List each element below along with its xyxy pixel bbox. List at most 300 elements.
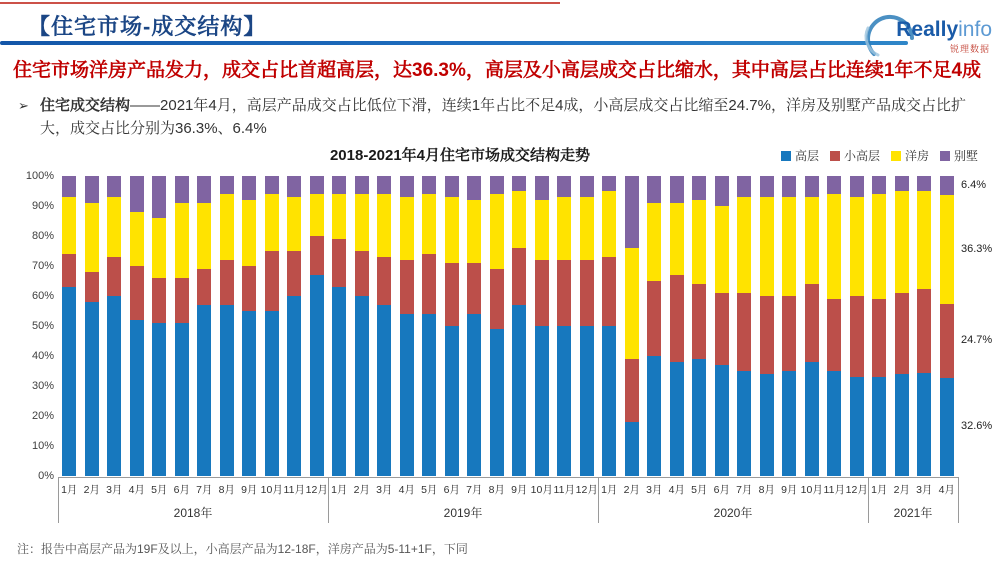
chart-title: 2018-2021年4月住宅市场成交结构走势 [329, 147, 591, 164]
bar-segment [670, 203, 684, 275]
y-axis-tick-label: 0% [38, 470, 54, 482]
bar-slot [756, 176, 779, 476]
bar-segment [940, 304, 954, 378]
bar-slot [396, 176, 419, 476]
bar-slot [238, 176, 261, 476]
month-label: 4月 [938, 484, 955, 496]
stacked-bar [692, 176, 706, 476]
legend-item [940, 147, 978, 164]
month-label: 6月 [713, 484, 730, 496]
bar-segment [422, 254, 436, 314]
month-label: 9月 [781, 484, 798, 496]
y-axis-tick-label: 80% [31, 230, 54, 242]
bar-segment [377, 257, 391, 305]
bar-segment [400, 314, 414, 476]
month-label: 1月 [871, 484, 888, 496]
bullet-body [18, 94, 978, 140]
bar-segment [760, 176, 774, 197]
bar-segment [130, 176, 144, 212]
bar-segment [625, 359, 639, 422]
month-label: 1月 [61, 484, 78, 496]
legend-swatch [781, 151, 791, 161]
bar-segment [940, 378, 954, 476]
bar-slot [328, 176, 351, 476]
bar-slot [891, 176, 914, 476]
bar-segment [107, 197, 121, 257]
bar-segment [782, 371, 796, 476]
bar-segment [872, 377, 886, 476]
stacked-bar [490, 176, 504, 476]
bar-segment [62, 254, 76, 287]
stacked-bars [58, 176, 958, 476]
month-label: 5月 [691, 484, 708, 496]
reallyinfo-logo [866, 10, 992, 58]
bar-segment [242, 311, 256, 476]
bar-segment [175, 176, 189, 203]
bar-segment [175, 203, 189, 278]
month-label: 12月 [845, 484, 868, 496]
stacked-bar [130, 176, 144, 476]
header-divider [0, 41, 908, 45]
summary-bullet [18, 94, 978, 140]
month-label: 7月 [196, 484, 213, 496]
bar-segment [197, 269, 211, 305]
bar-segment [490, 329, 504, 476]
bar-slot [193, 176, 216, 476]
end-data-label: 32.6% [961, 420, 993, 433]
stacked-bar [355, 176, 369, 476]
y-axis-tick-label: 100% [25, 170, 54, 182]
stacked-bar [557, 176, 571, 476]
bar-segment [917, 373, 931, 477]
bar-slot [666, 176, 689, 476]
logo-text-primary: Really [896, 18, 959, 41]
bar-segment [197, 203, 211, 269]
legend-label: 别墅 [953, 149, 978, 163]
bar-segment [445, 326, 459, 476]
bullet-text: ——2021年4月，高层产品成交占比低位下滑，连续1年占比不足4成，小高层成交占比缩至24.7%，洋房及别墅产品成交占比扩大，成交占比分别为36.3%、6.4% [40, 97, 966, 137]
bar-segment [580, 197, 594, 260]
bar-slot [418, 176, 441, 476]
bar-segment [805, 176, 819, 197]
month-label: 4月 [128, 484, 145, 496]
bar-segment [400, 197, 414, 260]
bar-segment [220, 176, 234, 194]
bar-segment [512, 305, 526, 476]
month-label: 11月 [553, 484, 575, 496]
y-axis-tick-label: 70% [31, 260, 54, 272]
stacked-bar [422, 176, 436, 476]
y-axis-tick-label: 20% [31, 410, 54, 422]
bar-segment [377, 176, 391, 194]
bar-segment [670, 176, 684, 203]
bar-segment [782, 197, 796, 296]
bar-segment [422, 314, 436, 476]
bar-slot [261, 176, 284, 476]
bar-segment [625, 422, 639, 476]
month-label: 10月 [530, 484, 553, 496]
bar-segment [355, 194, 369, 251]
bar-segment [557, 176, 571, 197]
month-label: 2月 [893, 484, 910, 496]
bar-segment [220, 305, 234, 476]
bar-segment [422, 194, 436, 254]
bar-segment [265, 251, 279, 311]
bar-segment [175, 278, 189, 323]
stacked-bar [445, 176, 459, 476]
stacked-bar [220, 176, 234, 476]
bar-segment [332, 194, 346, 239]
bar-segment [535, 176, 549, 200]
bar-segment [467, 176, 481, 200]
bar-segment [287, 296, 301, 476]
month-label: 6月 [443, 484, 460, 496]
bar-slot [81, 176, 104, 476]
stacked-bar [940, 176, 954, 476]
bar-slot [531, 176, 554, 476]
month-label: 4月 [668, 484, 685, 496]
bar-slot [283, 176, 306, 476]
bar-segment [782, 176, 796, 197]
stacked-bar [760, 176, 774, 476]
end-data-label: 36.3% [961, 242, 993, 255]
bar-segment [310, 176, 324, 194]
bar-segment [850, 377, 864, 476]
month-label: 12月 [575, 484, 598, 496]
stacked-bar [850, 176, 864, 476]
bar-segment [940, 176, 954, 195]
stacked-bar [107, 176, 121, 476]
bar-slot [508, 176, 531, 476]
end-data-label: 6.4% [961, 178, 987, 191]
bar-slot [306, 176, 329, 476]
bar-segment [265, 176, 279, 194]
bar-slot [801, 176, 824, 476]
legend-item [891, 147, 929, 164]
bar-slot [126, 176, 149, 476]
month-label: 3月 [376, 484, 393, 496]
stacked-bar [580, 176, 594, 476]
bar-segment [62, 197, 76, 254]
bar-segment [265, 311, 279, 476]
bar-slot [58, 176, 81, 476]
bar-segment [602, 257, 616, 326]
y-axis-tick-label: 40% [31, 350, 54, 362]
stacked-bar [265, 176, 279, 476]
bar-segment [377, 194, 391, 257]
bar-segment [715, 293, 729, 365]
y-axis-tick-label: 30% [31, 380, 54, 392]
bar-slot [913, 176, 936, 476]
bar-segment [310, 275, 324, 476]
bar-segment [85, 176, 99, 203]
bar-slot [171, 176, 194, 476]
bullet-arrow-icon: ➢ [18, 98, 29, 113]
bar-slot [621, 176, 644, 476]
bar-slot [868, 176, 891, 476]
stacked-bar [917, 176, 931, 476]
month-label: 8月 [758, 484, 775, 496]
legend-swatch [891, 151, 901, 161]
stacked-bar [242, 176, 256, 476]
bar-segment [242, 176, 256, 200]
bar-slot [373, 176, 396, 476]
bar-segment [175, 323, 189, 476]
bar-slot [846, 176, 869, 476]
bar-segment [445, 197, 459, 263]
bar-segment [827, 194, 841, 299]
bar-slot [598, 176, 621, 476]
bar-segment [287, 197, 301, 251]
bar-segment [715, 365, 729, 476]
bar-segment [107, 176, 121, 197]
bar-segment [287, 251, 301, 296]
month-label: 2月 [83, 484, 100, 496]
bar-segment [850, 197, 864, 296]
bar-segment [647, 281, 661, 356]
month-label: 9月 [511, 484, 528, 496]
bar-segment [355, 296, 369, 476]
y-axis-tick-label: 90% [31, 200, 54, 212]
bar-segment [220, 260, 234, 305]
bar-segment [355, 176, 369, 194]
bar-segment [692, 200, 706, 284]
bar-segment [535, 260, 549, 326]
month-label: 10月 [260, 484, 283, 496]
stacked-bar [467, 176, 481, 476]
bar-segment [557, 197, 571, 260]
bar-segment [242, 266, 256, 311]
footnote: 注：报告中高层产品为19F及以上，小高层产品为12-18F，洋房产品为5-11+1F，下同 [17, 542, 468, 556]
bar-segment [647, 176, 661, 203]
month-label: 8月 [488, 484, 505, 496]
bar-segment [557, 326, 571, 476]
bar-segment [85, 203, 99, 272]
month-label: 12月 [305, 484, 328, 496]
bar-segment [62, 176, 76, 197]
bar-segment [827, 371, 841, 476]
bar-segment [895, 293, 909, 374]
bar-segment [737, 371, 751, 476]
month-label: 3月 [916, 484, 933, 496]
bar-segment [287, 176, 301, 197]
legend-item [781, 147, 819, 164]
bar-slot [351, 176, 374, 476]
bar-segment [805, 284, 819, 362]
bar-slot [778, 176, 801, 476]
bar-segment [445, 176, 459, 197]
bar-segment [62, 287, 76, 476]
bar-slot [103, 176, 126, 476]
logo-wordmark [896, 18, 992, 42]
month-label: 2月 [353, 484, 370, 496]
bar-segment [332, 176, 346, 194]
bar-segment [805, 362, 819, 476]
month-label: 7月 [736, 484, 753, 496]
bar-segment [872, 176, 886, 194]
bar-segment [760, 374, 774, 476]
stacked-bar [175, 176, 189, 476]
bar-segment [647, 356, 661, 476]
y-axis-tick-label: 60% [31, 290, 54, 302]
year-label: 2021年 [893, 506, 933, 520]
year-separator [958, 477, 959, 523]
bar-segment [625, 176, 639, 248]
bar-segment [310, 194, 324, 236]
bar-segment [130, 212, 144, 266]
stacked-bar [782, 176, 796, 476]
stacked-bar [625, 176, 639, 476]
y-axis-tick-label: 10% [31, 440, 54, 452]
stacked-bar [737, 176, 751, 476]
bar-segment [310, 236, 324, 275]
legend-item [830, 147, 880, 164]
bar-slot [643, 176, 666, 476]
month-label: 3月 [106, 484, 123, 496]
bar-segment [872, 299, 886, 377]
stacked-bar [512, 176, 526, 476]
bar-segment [625, 248, 639, 359]
stacked-bar [872, 176, 886, 476]
bar-segment [152, 218, 166, 278]
stacked-bar [310, 176, 324, 476]
bar-segment [827, 176, 841, 194]
bar-segment [197, 176, 211, 203]
bar-segment [467, 263, 481, 314]
y-axis-tick-label: 50% [31, 320, 54, 332]
bar-segment [107, 296, 121, 476]
bar-segment [580, 176, 594, 197]
stacked-bar [85, 176, 99, 476]
bar-segment [400, 176, 414, 197]
bar-segment [265, 194, 279, 251]
bar-segment [895, 374, 909, 476]
stacked-bar [152, 176, 166, 476]
bar-segment [872, 194, 886, 299]
month-label: 1月 [601, 484, 618, 496]
bar-segment [737, 176, 751, 197]
legend-swatch [830, 151, 840, 161]
chart-plot-area [58, 176, 958, 476]
stacked-bar [332, 176, 346, 476]
bar-segment [827, 299, 841, 371]
bar-segment [377, 305, 391, 476]
bar-segment [85, 302, 99, 476]
bar-slot [441, 176, 464, 476]
bar-segment [490, 269, 504, 329]
bar-segment [422, 176, 436, 194]
year-label: 2019年 [443, 506, 483, 520]
month-label: 11月 [283, 484, 305, 496]
bar-segment [782, 296, 796, 371]
bar-segment [535, 326, 549, 476]
stacked-bar [287, 176, 301, 476]
stacked-bar [400, 176, 414, 476]
legend-label: 洋房 [904, 149, 929, 163]
bar-segment [197, 305, 211, 476]
bar-slot [463, 176, 486, 476]
bar-segment [107, 257, 121, 296]
bar-segment [760, 197, 774, 296]
bar-segment [332, 287, 346, 476]
bar-segment [467, 314, 481, 476]
stacked-bar [670, 176, 684, 476]
legend-swatch [940, 151, 950, 161]
bar-segment [805, 197, 819, 284]
bar-segment [152, 323, 166, 476]
logo-text-secondary: info [958, 18, 992, 41]
chart-legend [781, 147, 978, 164]
bar-slot [688, 176, 711, 476]
stacked-bar [895, 176, 909, 476]
bar-segment [917, 176, 931, 191]
bar-segment [715, 176, 729, 206]
bar-slot [711, 176, 734, 476]
bar-segment [692, 176, 706, 200]
bar-segment [940, 195, 954, 304]
bar-segment [850, 176, 864, 197]
end-data-label: 24.7% [961, 334, 993, 347]
bar-segment [670, 362, 684, 476]
bar-slot [553, 176, 576, 476]
logo-subtext: 锐理数据 [949, 44, 990, 54]
bar-segment [400, 260, 414, 314]
stacked-bar [197, 176, 211, 476]
bar-slot [148, 176, 171, 476]
month-label: 6月 [173, 484, 190, 496]
legend-label: 小高层 [843, 149, 880, 163]
bar-segment [715, 206, 729, 293]
bar-segment [647, 203, 661, 281]
bar-segment [602, 326, 616, 476]
stacked-bar [827, 176, 841, 476]
stacked-bar [647, 176, 661, 476]
month-label: 11月 [823, 484, 845, 496]
bar-segment [850, 296, 864, 377]
month-label: 4月 [398, 484, 415, 496]
x-axis-line [58, 477, 959, 478]
month-label: 3月 [646, 484, 663, 496]
bar-segment [602, 176, 616, 191]
bar-slot [216, 176, 239, 476]
month-label: 8月 [218, 484, 235, 496]
bar-segment [85, 272, 99, 302]
bar-segment [220, 194, 234, 260]
bar-segment [152, 176, 166, 218]
bar-slot [936, 176, 959, 476]
stacked-bar [535, 176, 549, 476]
bar-segment [130, 266, 144, 320]
headline-text: 住宅市场洋房产品发力，成交占比首超高层，达36.3%，高层及小高层成交占比缩水，其中高层占比连续1年不足4成 [13, 60, 982, 81]
stacked-bar [805, 176, 819, 476]
month-label: 10月 [800, 484, 823, 496]
bar-segment [445, 263, 459, 326]
bar-segment [512, 248, 526, 305]
month-label: 7月 [466, 484, 483, 496]
bar-slot [733, 176, 756, 476]
bar-segment [490, 176, 504, 194]
bar-segment [355, 251, 369, 296]
legend-label: 高层 [794, 149, 819, 163]
bar-segment [242, 200, 256, 266]
bar-segment [557, 260, 571, 326]
stacked-bar [715, 176, 729, 476]
month-label: 5月 [421, 484, 438, 496]
bar-segment [917, 289, 931, 373]
stacked-bar [62, 176, 76, 476]
bar-segment [580, 260, 594, 326]
bar-segment [602, 191, 616, 257]
